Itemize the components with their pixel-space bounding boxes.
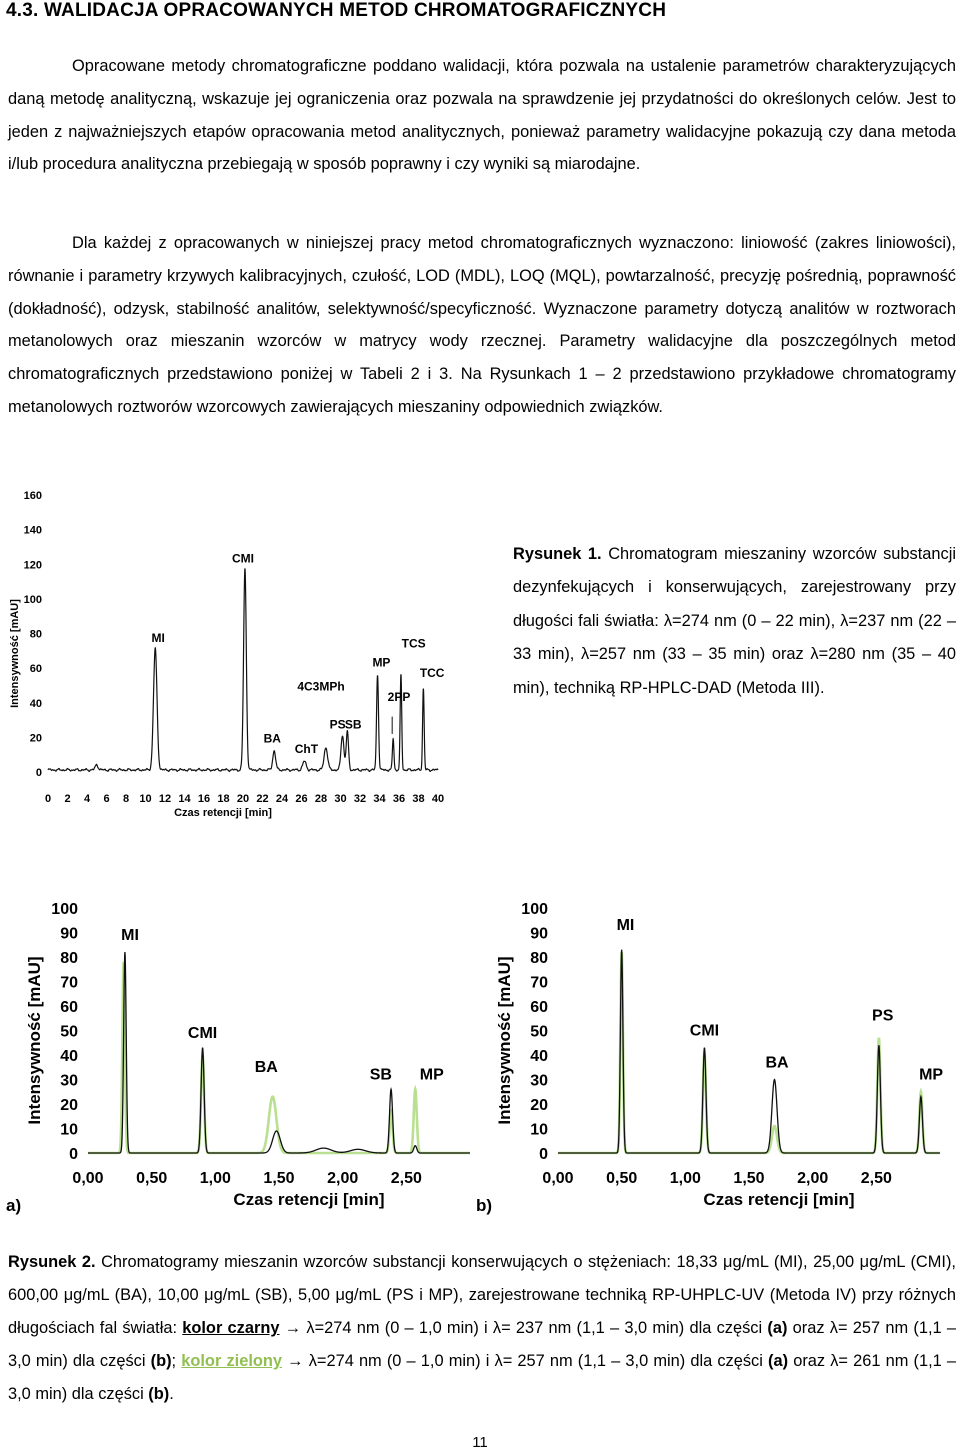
- x-tick-label: 14: [178, 793, 191, 805]
- x-tick-label: 34: [373, 793, 386, 805]
- peak-label: CMI: [232, 551, 254, 566]
- y-tick-label: 0: [539, 1146, 548, 1163]
- peak-label: PS: [872, 1007, 894, 1025]
- x-axis-label: Czas retencji [min]: [233, 1190, 385, 1209]
- peak-label: BA: [263, 731, 281, 746]
- figure-2-caption-end: .: [169, 1385, 174, 1403]
- x-tick-label: 0: [44, 793, 52, 805]
- x-tick-label: 0,00: [72, 1170, 104, 1187]
- peak-label: 4C3MPh: [297, 679, 345, 694]
- x-tick-label: 0,50: [136, 1170, 168, 1187]
- figure-1-chromatogram: [0, 480, 500, 830]
- y-tick-label: 140: [23, 524, 42, 537]
- y-tick-label: 0: [69, 1146, 78, 1163]
- x-tick-label: 0,50: [606, 1170, 638, 1187]
- y-tick-label: 10: [60, 1121, 78, 1139]
- y-tick-label: 60: [60, 999, 78, 1016]
- figure-1-caption-text: Chromatogram mieszaniny wzorców substancji dezynfekujących i konserwujących, zarejestrowany przy długości fali światła: λ=274 nm (0 – 22 min), λ=237 nm (22 – 33 min), λ=257 nm (33 – 35 min) oraz λ=280 nm (35 – 40 min), techniką RP-HPLC-DAD (Metoda III).: [513, 545, 956, 697]
- peak-label: ChT: [294, 741, 319, 756]
- peak-label: MP: [919, 1066, 944, 1084]
- green-trace: [88, 962, 470, 1153]
- x-tick-label: 4: [83, 793, 91, 805]
- x-tick-label: 2: [64, 793, 71, 805]
- figure-2-label: Rysunek 2.: [8, 1253, 96, 1271]
- x-tick-label: 6: [103, 793, 110, 805]
- peak-label: TCC: [419, 665, 445, 680]
- peak-label: MI: [121, 926, 139, 944]
- peak-label: BA: [765, 1054, 789, 1072]
- x-tick-label: 22: [256, 793, 269, 805]
- y-tick-label: 100: [23, 593, 42, 606]
- y-tick-label: 20: [530, 1097, 548, 1114]
- x-tick-label: 10: [139, 793, 152, 805]
- paragraph-1: [8, 50, 956, 181]
- y-tick-label: 30: [530, 1072, 548, 1090]
- chromatogram-trace: [48, 568, 438, 771]
- y-tick-label: 80: [530, 950, 548, 967]
- x-axis-label: Czas retencji [min]: [703, 1190, 855, 1209]
- x-tick-label: 1,00: [669, 1170, 701, 1187]
- figure-2a-chromatogram: [20, 890, 475, 1220]
- y-tick-label: 50: [60, 1023, 78, 1041]
- y-tick-label: 100: [51, 901, 78, 918]
- green-trace: [558, 952, 940, 1153]
- y-tick-label: 30: [60, 1072, 78, 1090]
- black-color-label: kolor czarny: [182, 1319, 280, 1337]
- figure-2b-chromatogram: [490, 890, 945, 1220]
- part-a-ref: (a): [767, 1319, 788, 1337]
- x-tick-label: 0,00: [542, 1170, 574, 1187]
- figure-2-caption-text-1: Chromatogramy mieszanin wzorców substancji konserwujących o stężeniach: 18,33 μg/mL (MI), 25,00 μg/mL (CMI), 600,00 μg/mL (BA), 10,00 μg/mL (SB), 5,00 μg/mL (PS i MP), zarejestrowane techniką RP-UHPLC-UV (Metoda IV) przy różnych długościach fal światła:: [8, 1253, 956, 1337]
- y-tick-label: 90: [60, 925, 78, 943]
- x-tick-label: 38: [412, 793, 425, 805]
- y-axis-label: Intensywność [mAU]: [9, 599, 21, 708]
- y-tick-label: 40: [60, 1048, 78, 1065]
- x-tick-label: 28: [314, 793, 328, 805]
- y-tick-label: 120: [23, 559, 42, 572]
- paragraph-1-text: Opracowane metody chromatograficzne poddano walidacji, która pozwala na ustalenie parametrów charakteryzujących daną metodę analityczną, wskazuje jej ograniczenia oraz pozwala na sprawdzenie jej przydatności do określonych celów. Jest to jeden z najważniejszych etapów opracowania metod analitycznych, ponieważ parametry walidacyjne pokazują czy dana metoda i/lub procedura analityczna przebiegają w sposób poprawny i czy wyniki są miarodajne.: [8, 57, 956, 174]
- x-tick-label: 12: [158, 793, 172, 805]
- part-a-ref-2: (a): [768, 1352, 789, 1370]
- figure-2-caption-text-4: → λ=274 nm (0 – 1,0 min) i λ= 257 nm (1,1 – 3,0 min) dla części: [282, 1352, 769, 1370]
- figure-2-caption-text-2: → λ=274 nm (0 – 1,0 min) i λ= 237 nm (1,1 – 3,0 min) dla części: [279, 1319, 768, 1337]
- peak-label: BA: [254, 1059, 278, 1077]
- x-tick-label: 36: [392, 793, 406, 805]
- x-tick-label: 1,00: [199, 1170, 231, 1187]
- x-tick-label: 32: [353, 793, 367, 805]
- peak-label: PS: [329, 717, 346, 732]
- green-color-label: kolor zielony: [181, 1352, 283, 1370]
- x-tick-label: 30: [334, 793, 347, 805]
- y-tick-label: 20: [60, 1097, 78, 1114]
- panel-label-a: a): [6, 1196, 22, 1215]
- y-tick-label: 0: [35, 767, 42, 779]
- black-trace: [558, 950, 940, 1153]
- x-tick-label: 2,00: [797, 1170, 829, 1187]
- x-tick-label: 2,50: [390, 1170, 422, 1187]
- x-tick-label: 1,50: [263, 1170, 295, 1187]
- x-tick-label: 40: [431, 793, 445, 805]
- y-tick-label: 100: [521, 901, 548, 918]
- y-tick-label: 10: [530, 1121, 548, 1139]
- figure-2-caption-text-3: oraz λ= 257 nm (1,1 – 3,0 min) dla części: [8, 1319, 956, 1370]
- y-tick-label: 40: [530, 1048, 548, 1065]
- y-tick-label: 90: [530, 925, 548, 943]
- y-tick-label: 20: [29, 732, 42, 745]
- page-number: 11: [472, 1434, 488, 1451]
- paragraph-2-text: Dla każdej z opracowanych w niniejszej pracy metod chromatograficznych wyznaczono: liniowość (zakres liniowości), równanie i parametry krzywych kalibracyjnych, czułość, LOD (MDL), LOQ (MQL), powtarzalność, precyzję pośrednią, poprawność (dokładność), odzysk, stabilność analitów, selektywność/specyficzność. Wyznaczone parametry dotyczą analitów w roztworach metanolowych oraz mieszanin wzorców w matrycy wody rzecznej. Parametry walidacyjne dla poszczególnych metod chromatograficznych przedstawiono poniżej w Tabeli 2 i 3. Na Rysunkach 1 – 2 przedstawiono przykładowe chromatogramy metanolowych roztworów wzorcowych zawierających mieszaniny odpowiednich związków.: [8, 234, 956, 416]
- peak-label: MP: [419, 1066, 444, 1084]
- y-tick-label: 70: [530, 974, 548, 992]
- x-tick-label: 20: [236, 793, 250, 805]
- x-tick-label: 1,50: [733, 1170, 765, 1187]
- y-axis-label: Intensywność [mAU]: [25, 956, 44, 1125]
- x-tick-label: 18: [217, 793, 230, 805]
- part-b-ref-2: (b): [148, 1385, 170, 1403]
- x-tick-label: 2,50: [860, 1170, 892, 1187]
- peak-label: MI: [151, 631, 165, 646]
- y-tick-label: 60: [29, 663, 42, 676]
- peak-label: SB: [369, 1066, 392, 1084]
- x-tick-label: 8: [122, 793, 130, 805]
- peak-label: CMI: [187, 1024, 218, 1042]
- paragraph-2: [8, 227, 956, 424]
- peak-label: CMI: [689, 1022, 720, 1040]
- figure-2-caption: [8, 1246, 956, 1411]
- x-axis-label: Czas retencji [min]: [174, 807, 272, 819]
- y-tick-label: 40: [29, 697, 42, 710]
- peak-label: MI: [616, 917, 635, 935]
- y-tick-label: 80: [29, 628, 42, 641]
- y-tick-label: 160: [23, 490, 42, 502]
- figure-1-label: Rysunek 1.: [513, 545, 602, 563]
- y-axis-label: Intensywność [mAU]: [495, 956, 514, 1125]
- x-tick-label: 2,00: [327, 1170, 359, 1187]
- x-tick-label: 26: [295, 793, 308, 805]
- part-b-ref: (b): [150, 1352, 172, 1370]
- peak-label: SB: [344, 717, 362, 732]
- figure-2-caption-text-5: oraz λ= 261 nm (1,1 – 3,0 min) dla części: [8, 1352, 957, 1403]
- y-tick-label: 60: [530, 999, 548, 1016]
- y-tick-label: 70: [60, 974, 78, 992]
- peak-label: MP: [372, 655, 391, 670]
- y-tick-label: 80: [60, 950, 78, 967]
- x-tick-label: 16: [197, 793, 211, 805]
- x-tick-label: 24: [275, 793, 289, 805]
- peak-label: TCS: [401, 636, 426, 651]
- figure-2-caption-semicolon: ;: [171, 1352, 182, 1370]
- y-tick-label: 50: [530, 1023, 548, 1041]
- peak-label: 2PP: [387, 690, 411, 705]
- figure-1-caption: [513, 538, 956, 705]
- panel-label-b: b): [476, 1196, 493, 1215]
- section-heading: 4.3. WALIDACJA OPRACOWANYCH METOD CHROMATOGRAFICZNYCH: [6, 0, 667, 21]
